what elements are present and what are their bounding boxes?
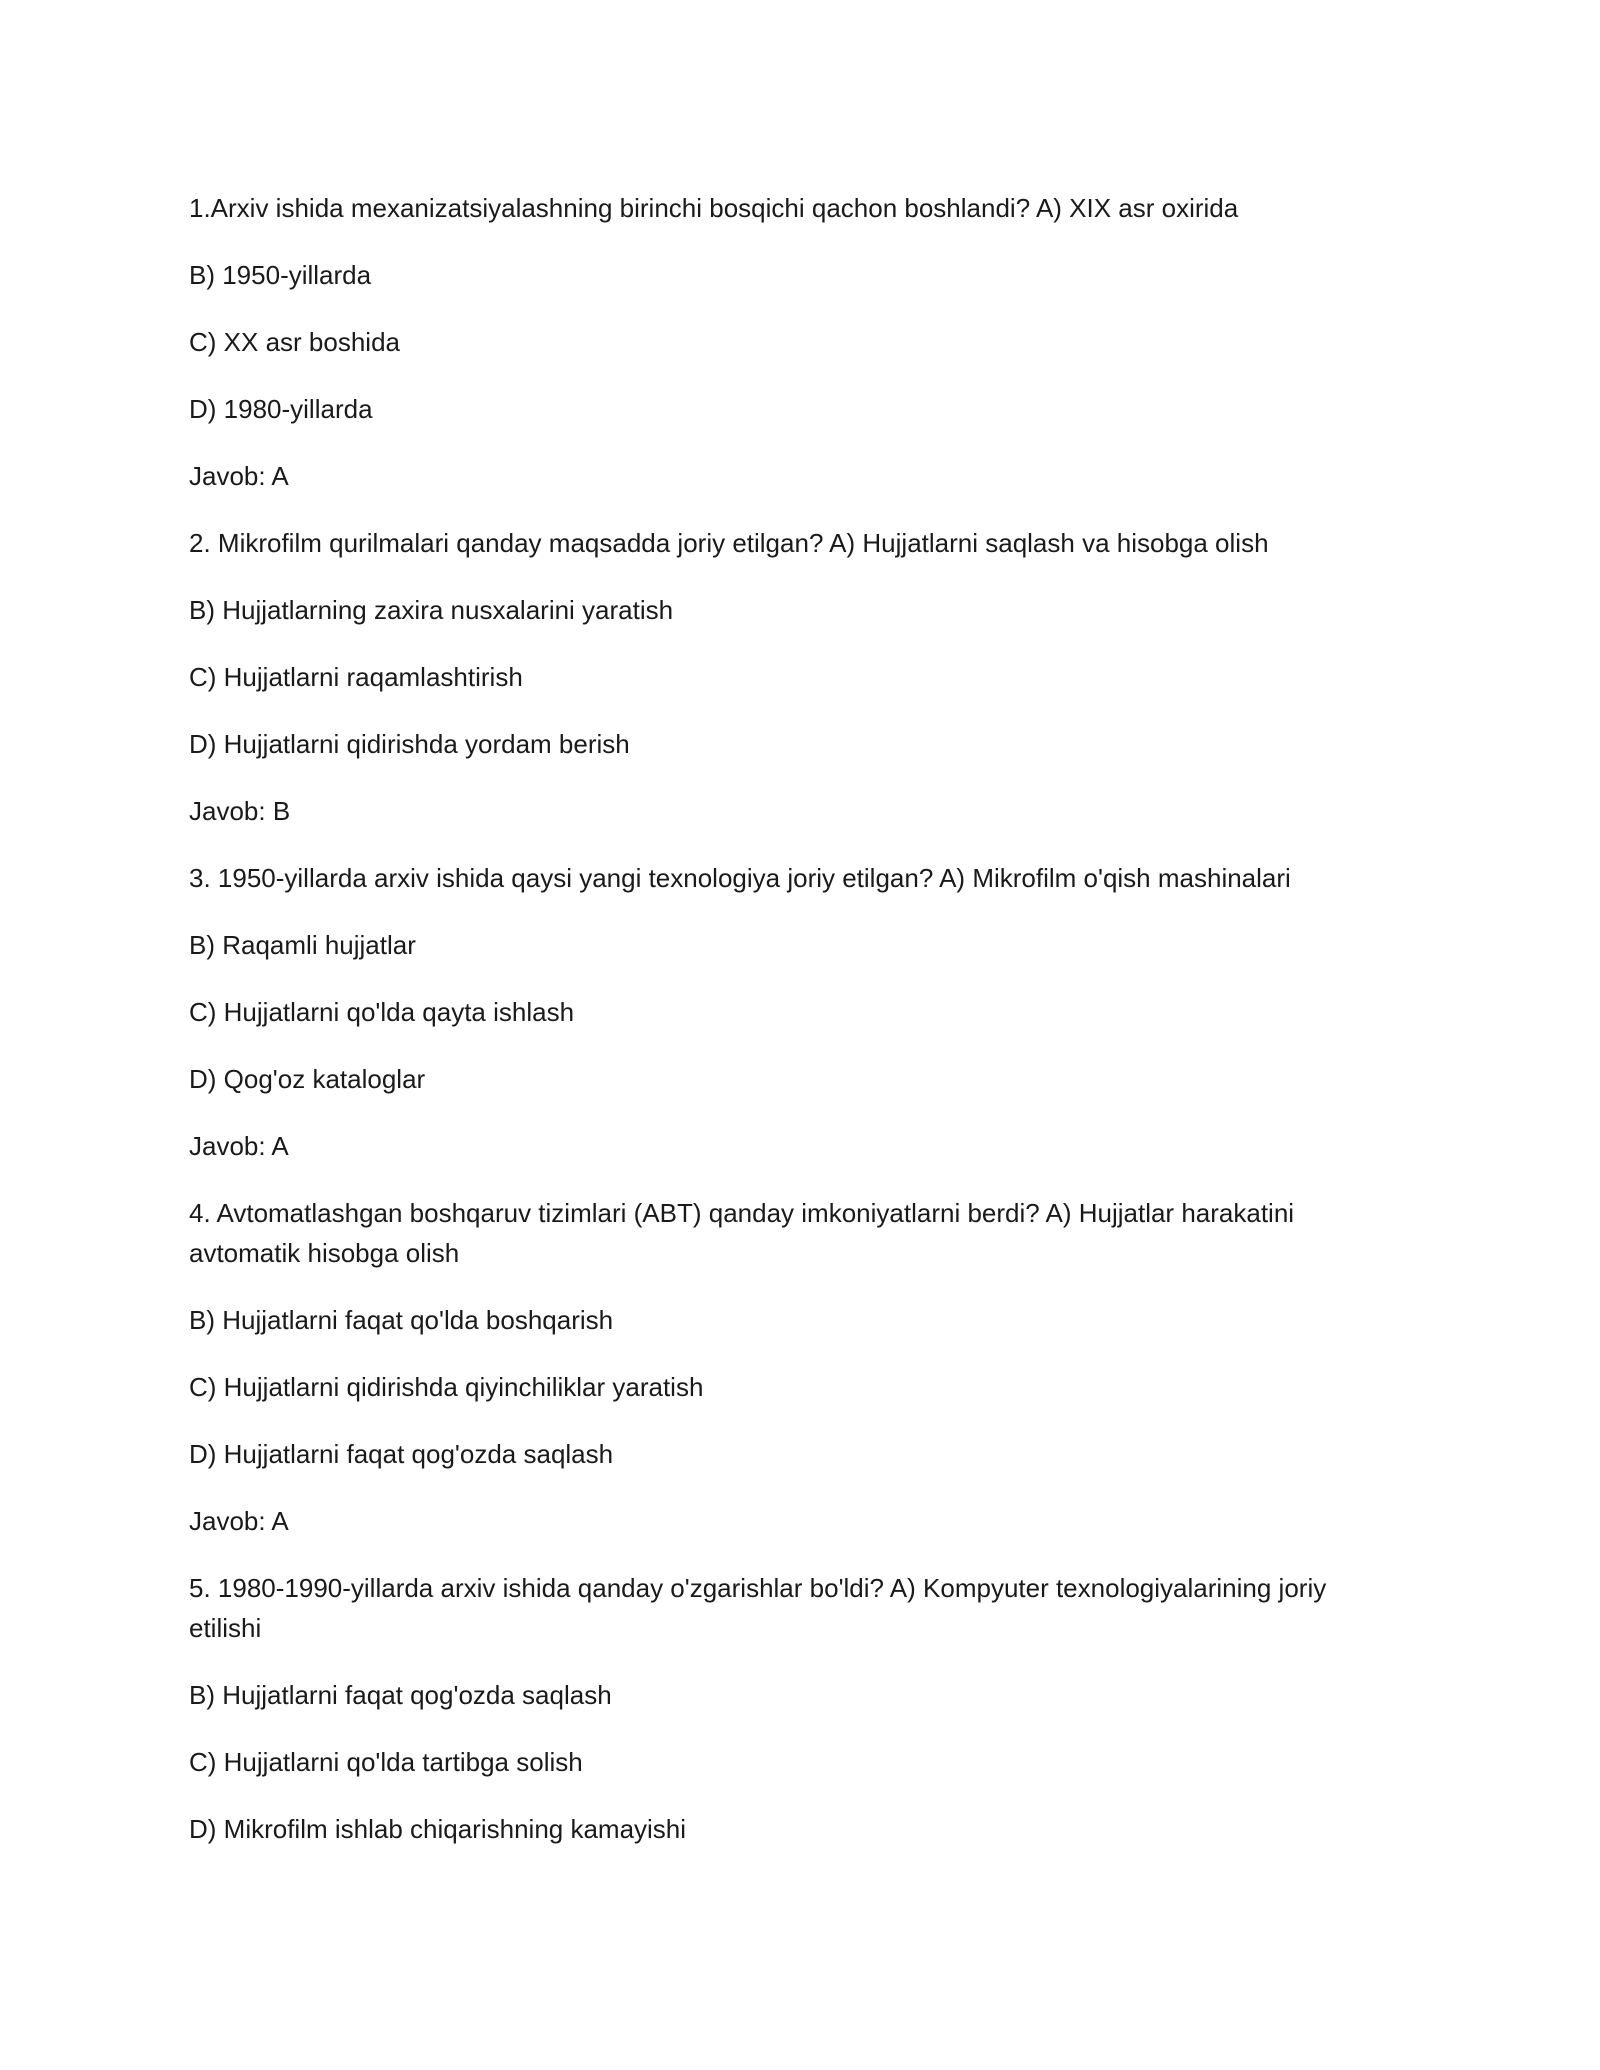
answer-text: Javob: A [189, 1506, 289, 1536]
question-text: 4. Avtomatlashgan boshqaruv tizimlari (ABT) qanday imkoniyatlarni berdi? A) Hujjatlar harakatini avtomatik hisobga olish [189, 1198, 1295, 1268]
option-c: C) Hujjatlarni qo'lda qayta ishlash [189, 997, 575, 1027]
question-block-3 [189, 858, 1369, 1166]
option-d: D) Hujjatlarni qidirishda yordam berish [189, 729, 630, 759]
option-d: D) Qog'oz kataloglar [189, 1064, 426, 1094]
option-b: B) Raqamli hujjatlar [189, 930, 416, 960]
question-block-4 [189, 1193, 1369, 1541]
option-d: D) 1980-yillarda [189, 394, 373, 424]
question-block-1 [189, 188, 1369, 496]
question-block-5 [189, 1568, 1369, 1849]
option-b: B) 1950-yillarda [189, 260, 372, 290]
option-b: B) Hujjatlarni faqat qog'ozda saqlash [189, 1680, 612, 1710]
answer-text: Javob: B [189, 796, 291, 826]
question-text: 3. 1950-yillarda arxiv ishida qaysi yangi texnologiya joriy etilgan? A) Mikrofilm o'qish mashinalari [189, 863, 1291, 893]
option-c: C) XX asr boshida [189, 327, 400, 357]
option-b: B) Hujjatlarni faqat qo'lda boshqarish [189, 1305, 614, 1335]
question-text: 5. 1980-1990-yillarda arxiv ishida qanday o'zgarishlar bo'ldi? A) Kompyuter texnologiyalarining joriy etilishi [189, 1573, 1327, 1643]
document-content [189, 188, 1369, 1876]
question-text: 1.Arxiv ishida mexanizatsiyalashning birinchi bosqichi qachon boshlandi? A) XIX asr oxirida [189, 193, 1239, 223]
option-d: D) Hujjatlarni faqat qog'ozda saqlash [189, 1439, 614, 1469]
option-c: C) Hujjatlarni raqamlashtirish [189, 662, 523, 692]
option-c: C) Hujjatlarni qo'lda tartibga solish [189, 1747, 583, 1777]
option-d: D) Mikrofilm ishlab chiqarishning kamayishi [189, 1814, 687, 1844]
question-text: 2. Mikrofilm qurilmalari qanday maqsadda joriy etilgan? A) Hujjatlarni saqlash va hisobga olish [189, 528, 1269, 558]
option-c: C) Hujjatlarni qidirishda qiyinchiliklar yaratish [189, 1372, 704, 1402]
answer-text: Javob: A [189, 1131, 289, 1161]
option-b: B) Hujjatlarning zaxira nusxalarini yaratish [189, 595, 674, 625]
answer-text: Javob: A [189, 461, 289, 491]
question-block-2 [189, 523, 1369, 831]
